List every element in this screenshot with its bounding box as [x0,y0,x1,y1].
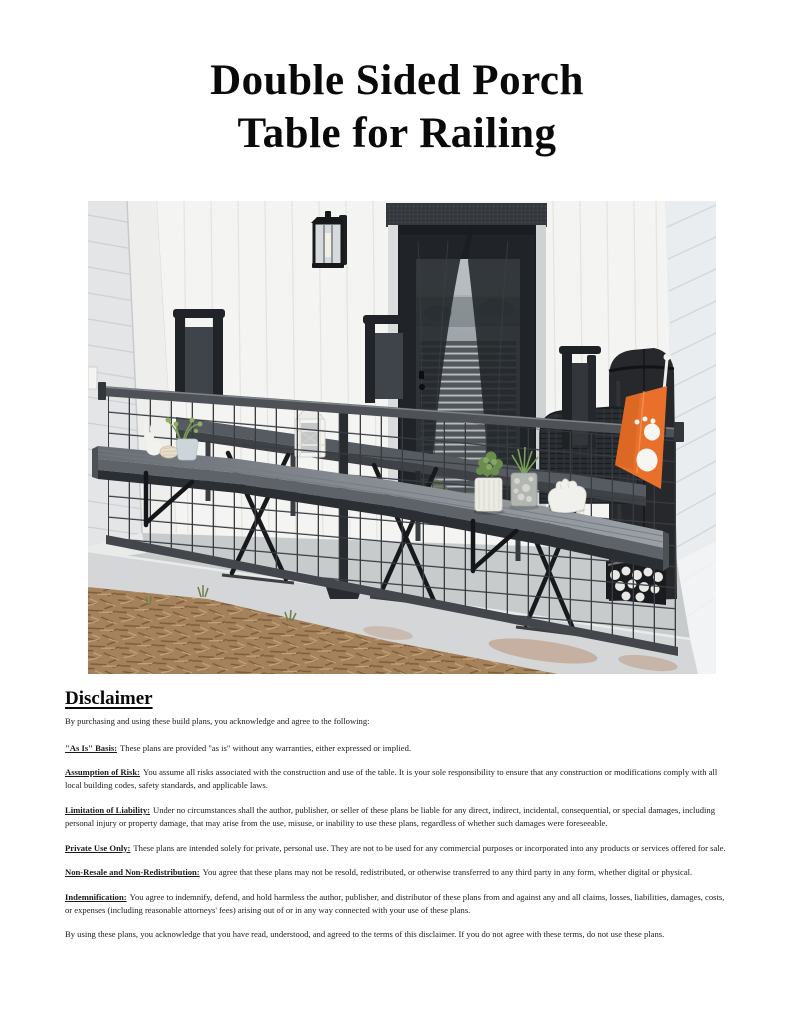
page-title-line1: Double Sided Porch [210,57,584,104]
term-label: "As Is" Basis: [65,742,118,753]
porch-photo [88,201,716,674]
seashell [160,446,178,458]
disclaimer-term-non-resale [65,866,730,879]
disclaimer-intro: By purchasing and using these build plans, you acknowledge and agree to the following: [65,715,370,726]
disclaimer-heading: Disclaimer [65,687,153,709]
rail-wall-flange-left [98,382,106,400]
disclaimer-closing: By using these plans, you acknowledge that you have read, understood, and agreed to the terms of this disclaimer. If you do not agree with these terms, do not use these plans. [65,929,665,940]
term-text: You agree to indemnify, defend, and hold harmless the author, publisher, and distributor of these plans from and against any and all claims, losses, liabilities, damages, costs, or expenses (including reasonable attorneys' fees) arising out of or in any way connected with your use of these plans. [65,891,725,915]
disclaimer-term-limitation-of-liability [65,804,730,830]
term-text: Under no circumstances shall the author, publisher, or seller of these plans be liable for any direct, indirect, incidental, consequential, or special damages, including personal injury or property damage, that may arise from the use, misuse, or inability to use these plans, regardless of whether such damages were foreseeable. [65,804,716,828]
term-label: Non-Resale and Non-Redistribution: [65,867,200,878]
disclaimer-term-as-is [65,742,730,755]
door-handle [419,384,425,390]
disclaimer-term-indemnification [65,891,730,917]
term-text: You agree that these plans may not be resold, redistributed, or otherwise transferred to any third party in any form, whether digital or physical. [202,867,693,878]
screen-top-panel [386,203,547,227]
rail-wall-flange-right [674,422,684,442]
term-label: Limitation of Liability: [65,804,150,815]
disclaimer-term-assumption-of-risk [65,766,730,792]
term-text: These plans are intended solely for private, personal use. They are not to be used for any commercial purposes or incorporated into any products or services offered for sale. [133,842,726,853]
disclaimer-term-private-use-only [65,842,730,855]
deadbolt [419,371,424,379]
term-label: Indemnification: [65,891,127,902]
page-title [0,0,794,161]
term-text: You assume all risks associated with the construction and use of the table. It is your sole responsibility to ensure that any construction or modifications comply with all local building codes, safety standards, and applicable laws. [65,767,718,791]
disclaimer-section [65,688,730,942]
porch-photo-illustration [88,201,716,674]
utility-box [88,367,97,389]
term-text: These plans are provided "as is" without any warranties, either expressed or implied. [120,742,412,753]
term-label: Private Use Only: [65,842,131,853]
wall-sconce-light [311,211,347,268]
page-title-line2: Table for Railing [237,110,557,158]
term-label: Assumption of Risk: [65,767,140,778]
